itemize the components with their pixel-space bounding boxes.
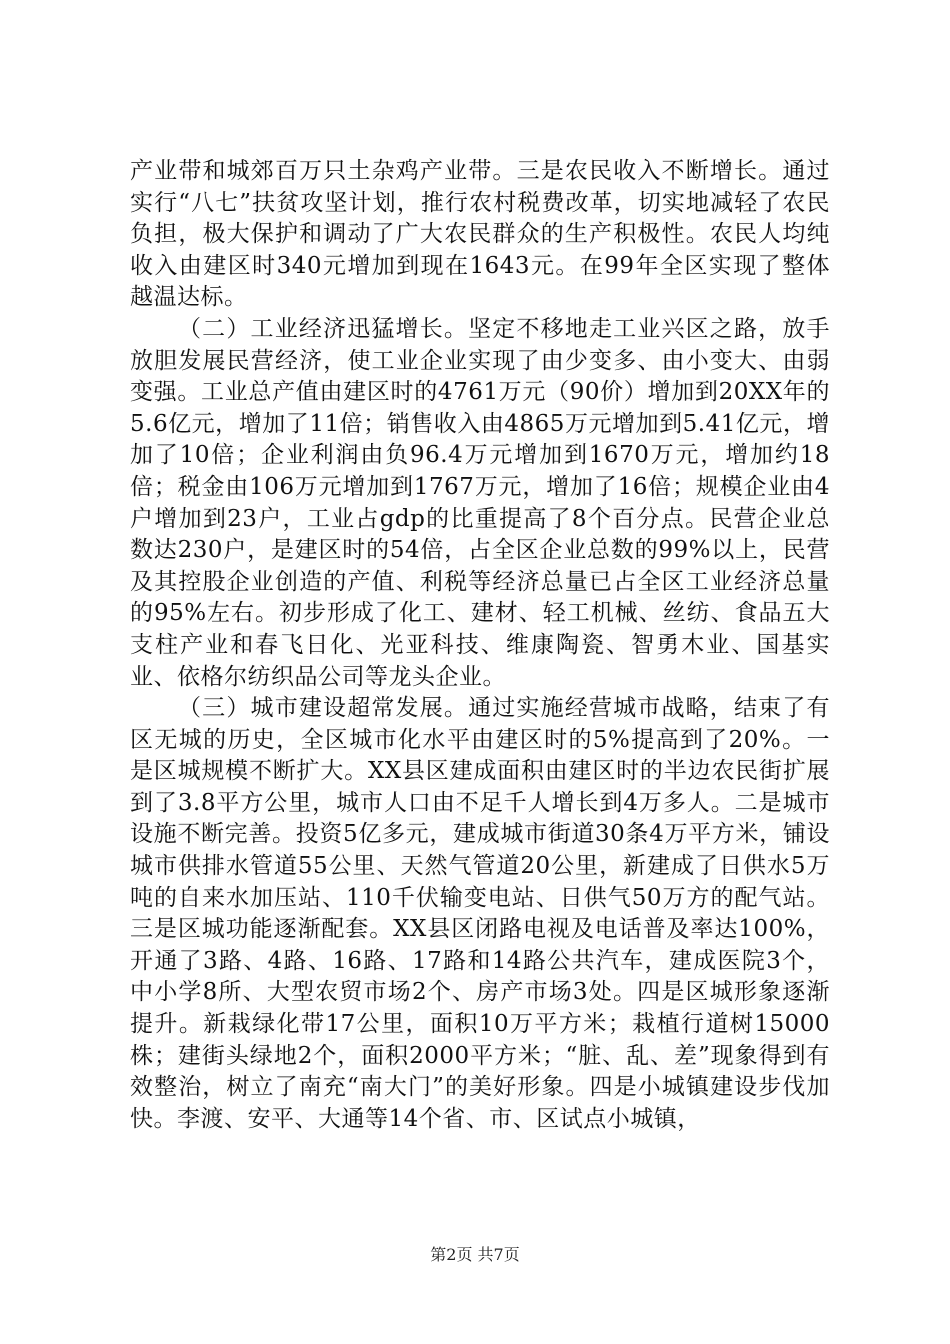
document-body — [130, 156, 830, 1135]
paragraph-urban-construction: （三）城市建设超常发展。通过实施经营城市战略，结束了有区无城的历史，全区城市化水平由建区时的5%提高到了20%。一是区城规模不断扩大。XX县区建成面积由建区时的半边农民街扩展到了3.8平方公里，城市人口由不足千人增长到4万多人。二是城市设施不断完善。投资5亿多元，建成城市街道30条4万平方米，铺设城市供排水管道55公里、天然气管道20公里，新建成了日供水5万吨的自来水加压站、110千伏输变电站、日供气50万方的配气站。三是区城功能逐渐配套。XX县区闭路电视及电话普及率达100%，开通了3路、4路、16路、17路和14路公共汽车，建成医院3个，中小学8所、大型农贸市场2个、房产市场3处。四是区城形象逐渐提升。新栽绿化带17公里，面积10万平方米；栽植行道树15000株；建街头绿地2个，面积2000平方米；“脏、乱、差”现象得到有效整治，树立了南充“南大门”的美好形象。四是小城镇建设步伐加快。李渡、安平、大通等14个省、市、区试点小城镇， — [130, 695, 830, 1132]
paragraph-industrial-economy: （二）工业经济迅猛增长。坚定不移地走工业兴区之路，放手放胆发展民营经济，使工业企业实现了由少变多、由小变大、由弱变强。工业总产值由建区时的4761万元（90价）增加到20XX年的5.6亿元，增加了11倍；销售收入由4865万元增加到5.41亿元，增加了10倍；企业利润由负96.4万元增加到1670万元，增加约18倍；税金由106万元增加到1767万元，增加了16倍；规模企业由4户增加到23户，工业占gdp的比重提高了8个百分点。民营企业总数达230户，是建区时的54倍，占全区企业总数的99%以上，民营及其控股企业创造的产值、利税等经济总量已占全区工业经济总量的95%左右。初步形成了化工、建材、轻工机械、丝纺、食品五大支柱产业和春飞日化、光亚科技、维康陶瓷、智勇木业、国基实业、依格尔纺织品公司等龙头企业。 — [130, 315, 830, 690]
page-number-footer: 第2页 共7页 — [430, 1245, 520, 1264]
paragraph-farmer-income: 产业带和城郊百万只土杂鸡产业带。三是农民收入不断增长。通过实行“八七”扶贫攻坚计划，推行农村税费改革，切实地减轻了农民负担，极大保护和调动了广大农民群众的生产积极性。农民人均纯收入由建区时340元增加到现在1643元。在99年全区实现了整体越温达标。 — [130, 158, 830, 311]
